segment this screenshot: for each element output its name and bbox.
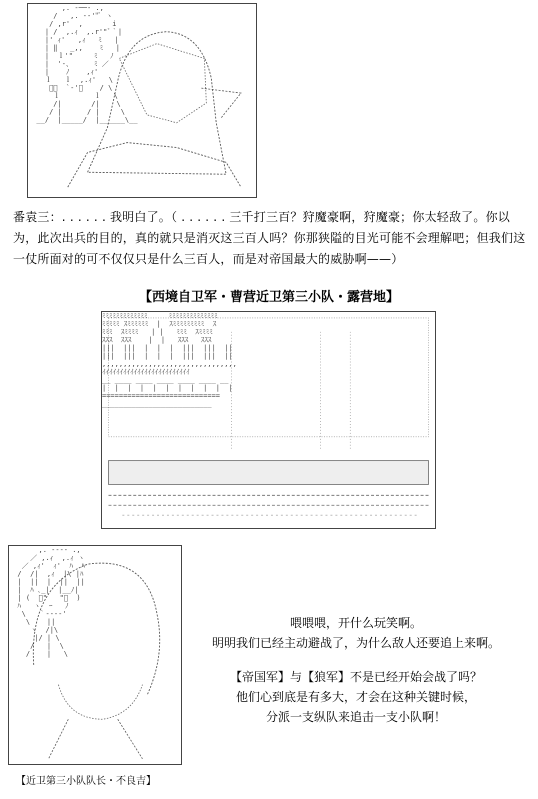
portrait-panel-2 [8, 545, 182, 765]
portrait-panel-1 [27, 3, 257, 198]
speech-line: 喂喂喂，开什么玩笑啊。 [289, 616, 422, 630]
character-caption: 【近卫第三小队队长・不良吉】 [16, 776, 156, 787]
speech-line: 分派一支纵队来追击一支小队啊！ [265, 710, 446, 724]
scene-panel-camp [101, 311, 436, 529]
speech-line: 明明我们已经主动避战了，为什么敌人还要追上来啊。 [211, 636, 500, 650]
speech-line: 他们心到底是有多大，才会在这种关键时候， [235, 690, 476, 704]
speech-line: 【帝国军】与【狼军】不是已经开始会战了吗？ [229, 670, 482, 684]
location-title: 【西境自卫军・曹营近卫第三小队・露营地】 [138, 290, 399, 305]
dialogue-text: 番袁三：. . . . . . 我明白了。（ . . . . . . 三千打三百？狩魔豪啊，狩魔豪；你太轻敌了。你以为，此次出兵的目的，真的就只是消灭这三百人吗？你那狭隘的目光可能不会理解吧；但我们这一仗所面对的可不仅仅只是什么三百人，而是对帝国最大的威胁啊——） [13, 210, 526, 266]
speech-block [186, 613, 526, 727]
ascii-art-text: ﾐﾐﾐﾐﾐﾐﾐﾐﾐﾐﾐﾐﾐ ﾐﾐﾐﾐﾐﾐﾐﾐﾐﾐﾐﾐﾐﾐ ﾐﾐﾐﾐﾐ ｽﾐﾐﾐﾐﾐﾐ | ｽﾐﾐﾐﾐﾐﾐﾐﾐﾐ ｽ ﾐﾐﾐ ｽﾐﾐﾐﾐ | | ﾐﾐﾐ ｽﾐﾐﾐﾐ ｽｽｽ ｽｽｽ | | ｽｽｽ ｽｽｽ ||| ||| | | | ||| ||| || ||| ||| | | | ||| ||| || ,,,,,,,,,,,,,,,,,,,,,,,,,,,,,,,, ｲｲｲｲｲｲｲｲｲｲｲｲｲｲｲｲｲｲｲｲｲｲｲｲｲ __ ____ ____ ____ ____ ____ __ | | | | | | | | | | | ============================ __________________________ [102, 312, 237, 408]
ascii-art-text: ,. -──- ., / ,. -‐'"ﾞ ヽ / ,r' , i | / ,.ｨ ,.r'"ﾞ｀| |' ｨ' ,ｨ ﾐ | | ‖ _,, ﾐ | | ｌ'" ﾐ ﾉ | '-、 ﾐ ／ | ﾉ ,ｨ' ｌ ｌ ,.ｨ' \ ﾞ､ `-'ﾞ / \ ｌ ｌ \ /| /| \ / | / | \ __/ |_____/ |______\__ [36, 4, 138, 124]
ascii-art-text: ,. -‐‐- ., ／ ,.ｨ ,.ｨ ヽ ／ ,ｨ' ｨ' ﾊ ﾊ / /| ,ｨ |\ |ﾊ | || | || || | ﾊ ､_| |__ﾉ| | ( ﾞ" "ﾞ ) ﾊ ヽ ｰ ﾉ \ ｀‐--‐' \ || ヽ /|\ |/ | \ / | \ / | \ [17, 546, 85, 658]
